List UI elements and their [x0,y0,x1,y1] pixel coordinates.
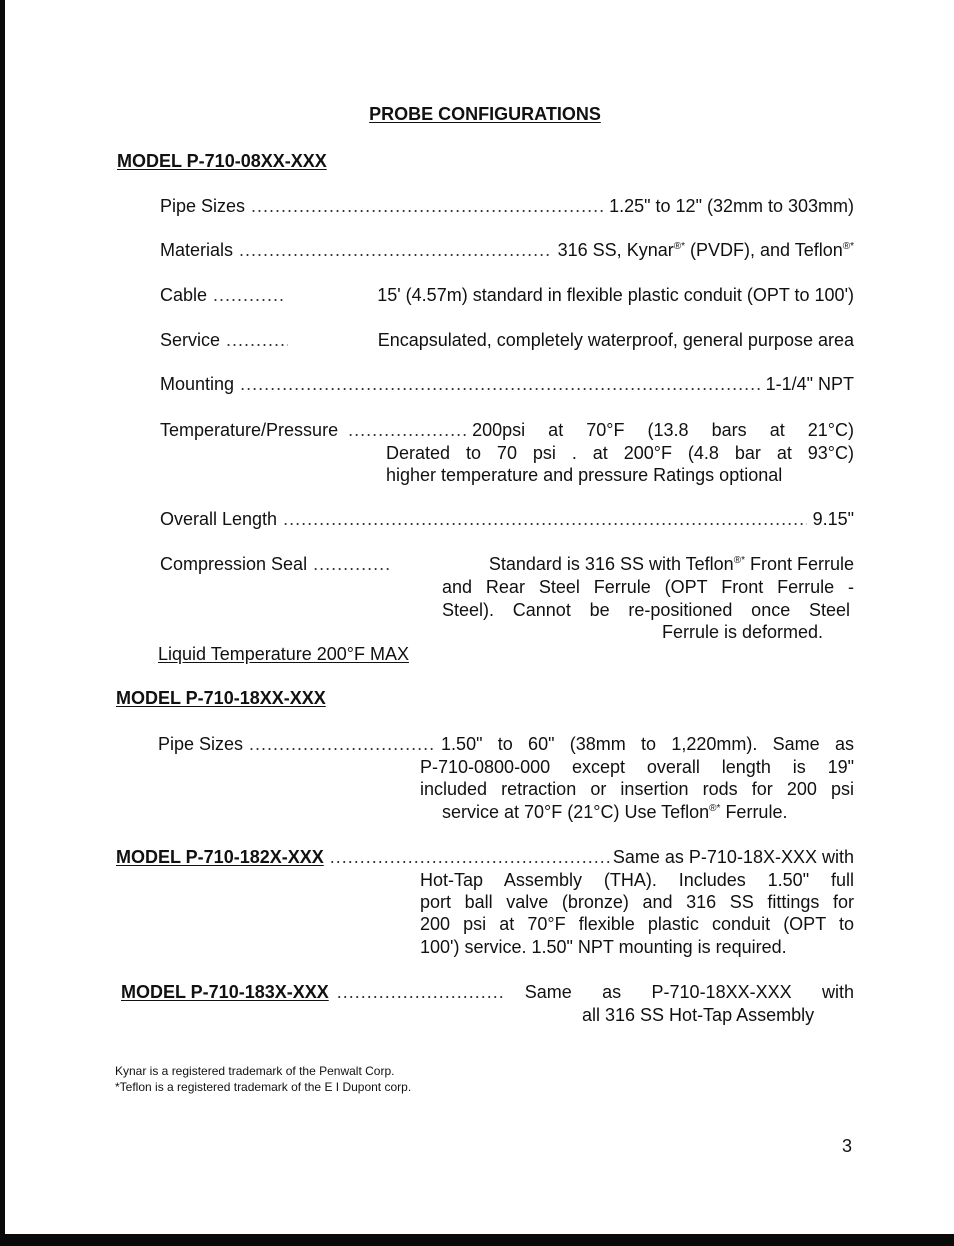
page-number: 3 [842,1136,853,1156]
model-2-pipe-sizes-row [158,734,854,755]
model-1-temp-row [160,420,854,441]
model-3-row [116,847,854,868]
service-label: Service [160,330,221,350]
model-4-row [121,982,854,1003]
model-3-line-5: 100') service. 1.50" NPT mounting is required. [420,937,787,957]
model-1-service-row [160,330,854,351]
materials-value: 316 SS, Kynar®* (PVDF), and Teflon®* [557,240,854,260]
model-1-cable-row [160,285,854,306]
model-4-value: Same as P-710-18XX-XXX with [524,982,854,1002]
model-2-heading: MODEL P-710-18XX-XXX [116,688,326,708]
pipe-sizes-value: 1.25" to 12" (32mm to 303mm) [609,196,854,216]
leader-dots [249,734,435,755]
leader-dots [330,847,611,868]
model-1-seal-row [160,554,854,575]
seal-label: Compression Seal [160,554,308,574]
seal-line-2: and Rear Steel Ferrule (OPT Front Ferrule - [442,577,854,597]
seal-line-4: Ferrule is deformed. [662,622,824,642]
model-1-heading: MODEL P-710-08XX-XXX [117,151,327,171]
model-3-heading: MODEL P-710-182X-XXX [116,847,324,867]
model-3-value: Same as P-710-18X-XXX with [612,847,854,867]
model-4-heading: MODEL P-710-183X-XXX [121,982,329,1002]
leader-dots [313,554,391,575]
model-1-materials-row [160,240,854,261]
model-3-line-4: 200 psi at 70°F flexible plastic conduit (OPT to [420,914,854,934]
seal-value: Standard is 316 SS with Teflon®* Front Ferrule [488,554,854,574]
leader-dots [337,982,505,1003]
mounting-value: 1-1/4" NPT [765,374,854,394]
leader-dots [226,330,288,351]
scan-edge-bottom [0,1234,954,1246]
scan-edge-left [0,0,5,1246]
length-label: Overall Length [160,509,278,529]
model-2-line-2: P-710-0800-000 except overall length is 19" [420,757,854,777]
cable-label: Cable [160,285,208,305]
footnote-teflon: *Teflon is a registered trademark of the E I Dupont corp. [115,1080,412,1094]
footnote-kynar: Kynar is a registered trademark of the Penwalt Corp. [115,1064,395,1078]
model-2-line-3: included retraction or insertion rods for 200 psi [420,779,854,799]
temp-line-2: Derated to 70 psi . at 200°F (4.8 bar at 93°C) [386,443,854,463]
model-4-line-2: all 316 SS Hot-Tap Assembly [582,1005,815,1025]
leader-dots [348,420,466,441]
model-2-pipe-value: 1.50" to 60" (38mm to 1,220mm). Same as [441,734,854,754]
model-2-line-4: service at 70°F (21°C) Use Teflon®* Ferrule. [442,802,788,822]
leader-dots [251,196,603,217]
temp-label: Temperature/Pressure [160,420,339,440]
leader-dots [213,285,283,306]
page-title: PROBE CONFIGURATIONS [369,104,601,124]
leader-dots [283,509,806,530]
seal-line-3: Steel). Cannot be re-positioned once Steel [442,600,850,620]
service-value: Encapsulated, completely waterproof, general purpose area [377,330,854,350]
length-value: 9.15" [812,509,854,529]
model-1-pipe-sizes-row [160,196,854,217]
materials-label: Materials [160,240,234,260]
cable-value: 15' (4.57m) standard in flexible plastic conduit (OPT to 100') [377,285,854,305]
model-3-line-3: port ball valve (bronze) and 316 SS fittings for [420,892,854,912]
pipe-sizes-label: Pipe Sizes [160,196,246,216]
temp-value: 200psi at 70°F (13.8 bars at 21°C) [472,420,854,440]
model-1-mounting-row [160,374,854,395]
mounting-label: Mounting [160,374,235,394]
leader-dots [240,374,760,395]
temp-line-3: higher temperature and pressure Ratings optional [386,465,783,485]
leader-dots [239,240,552,261]
model-1-length-row [160,509,854,530]
liquid-temperature-note: Liquid Temperature 200°F MAX [158,644,409,664]
pipe-sizes-label: Pipe Sizes [158,734,244,754]
model-3-line-2: Hot-Tap Assembly (THA). Includes 1.50" full [420,870,854,890]
